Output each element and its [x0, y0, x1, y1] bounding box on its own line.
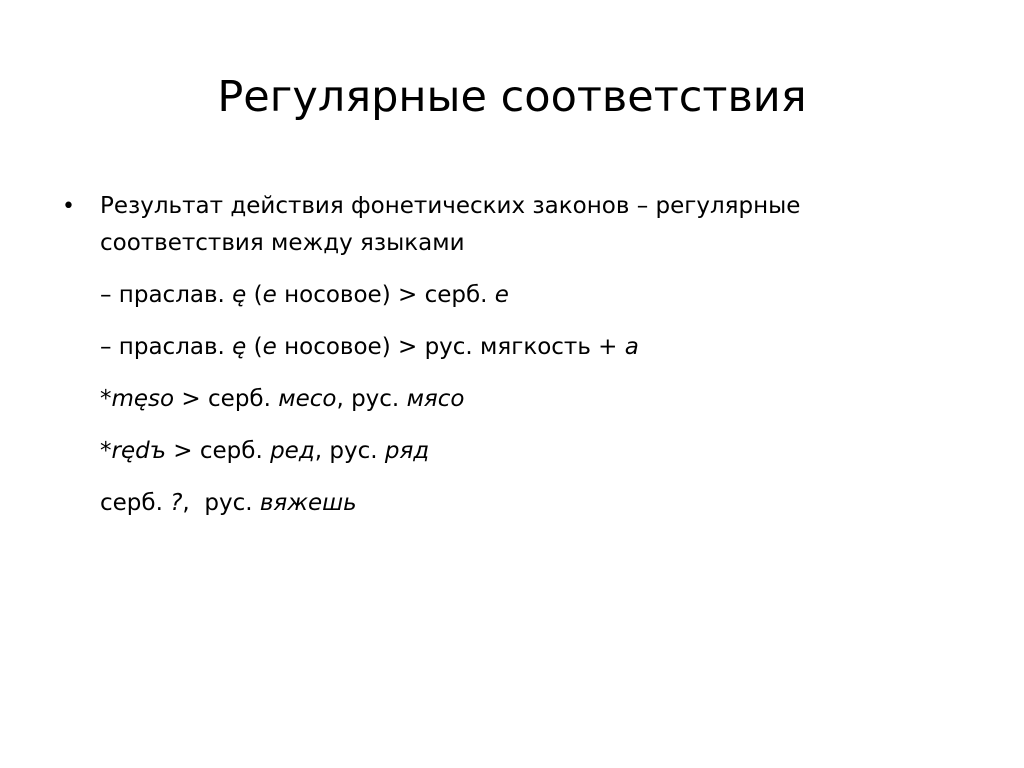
italic-segment: *męso [100, 386, 175, 412]
text-segment: – праслав. [100, 282, 233, 308]
example-line [56, 277, 956, 314]
italic-segment: a [624, 334, 639, 360]
text-segment: серб. [100, 490, 171, 516]
example-line [56, 381, 956, 418]
text-segment: носовое) > серб. [276, 282, 495, 308]
italic-segment: e [494, 282, 509, 308]
text-segment: > серб. [165, 438, 271, 464]
italic-segment: мясо [406, 386, 465, 412]
italic-segment: вяжешь [259, 490, 357, 516]
bullet-text: Результат действия фонетических законов – регулярные соответствия между языками [100, 193, 801, 256]
italic-segment: ę [232, 282, 247, 308]
text-segment: носовое) > рус. мягкость + [276, 334, 625, 360]
italic-segment: ред [270, 438, 315, 464]
italic-segment: e [262, 282, 277, 308]
italic-segment: месо [278, 386, 337, 412]
text-segment: ( [246, 334, 263, 360]
text-segment: , рус. [314, 438, 385, 464]
text-segment: > серб. [174, 386, 279, 412]
slide-title: Регулярные соответствия [217, 72, 807, 122]
bullet-item [56, 188, 956, 262]
bullet-icon: • [62, 194, 75, 219]
example-line [56, 433, 956, 470]
text-segment: ( [246, 282, 263, 308]
example-line [56, 485, 956, 522]
italic-segment: ряд [384, 438, 430, 464]
text-segment: , рус. [182, 490, 260, 516]
italic-segment: e [262, 334, 277, 360]
text-segment: – праслав. [100, 334, 233, 360]
italic-segment: ę [232, 334, 247, 360]
italic-segment: ? [170, 490, 183, 516]
example-line [56, 329, 956, 366]
slide-body [56, 188, 956, 522]
text-segment: , рус. [336, 386, 407, 412]
italic-segment: *rędъ [100, 438, 166, 464]
